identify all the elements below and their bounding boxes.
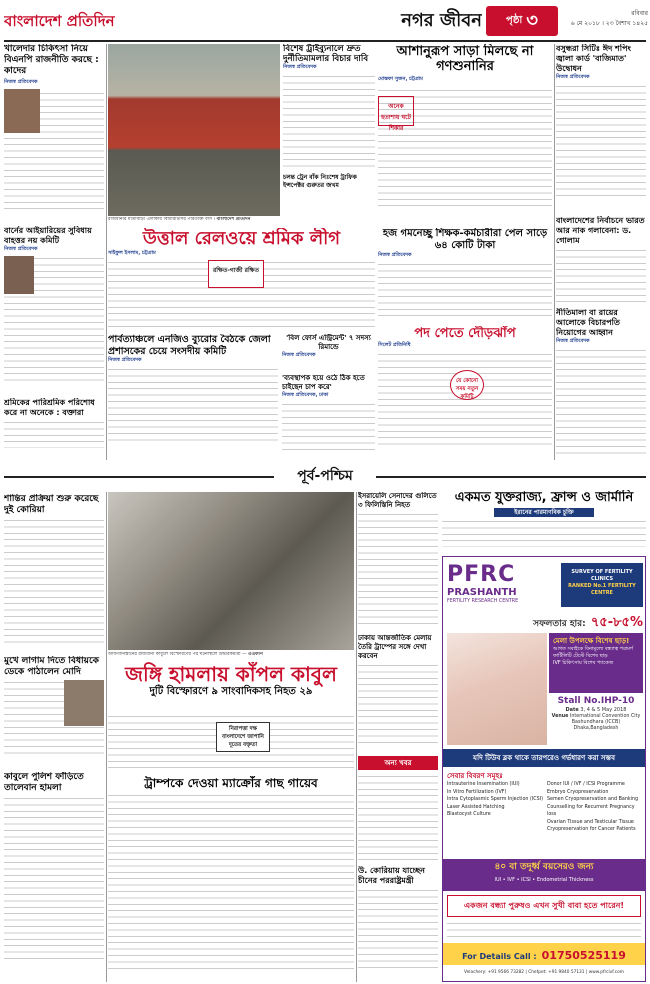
- headline-bill: 'বিল ফোর্স এন্ট্রিমেন্ট' ৭ সদস্য রিমান্ডে: [286, 334, 371, 351]
- ad-fair-point-1: আগত সবাইকে বিনামূল্যে বন্ধ্যাত্ব পরামর্শ: [553, 646, 633, 652]
- ad-stall-label: Stall No.IHP-10: [557, 696, 635, 706]
- headline-kabul: জঙ্গি হামলায় কাঁপল কাবুল: [125, 662, 337, 686]
- photo-caption-buses: রাজধানীর যাত্রাবাড়ী এলাকায় বিআরটিসির পরিত্যক্ত বাস । বাংলাদেশ প্রতিদিন: [108, 217, 251, 222]
- ad-fair-heading: মেলা উপলক্ষে বিশেষ ছাড়!: [553, 637, 630, 645]
- article-trump: [108, 776, 354, 982]
- onnokhobor: অন্য খবর: [358, 756, 438, 770]
- byline-shishu: নিজস্ব প্রতিবেদক: [4, 246, 38, 252]
- ad-photo-mother: [447, 633, 547, 745]
- ad-age-options: IUI • IVF • ICSI • Endometrial Thickness: [494, 877, 594, 883]
- headline-agreement: একমত যুক্তরাজ্য, ফ্রান্স ও জার্মানি: [454, 490, 634, 505]
- ad-blue-banner: যদি টিউব ব্লক থাকে তারপরেও গর্ভধারণ করা সম্ভব: [443, 749, 645, 767]
- divider-rule-right: [376, 476, 646, 478]
- ad-brand-short: PFRC: [447, 563, 516, 587]
- byline-hajj: নিজস্ব প্রতিবেদক: [378, 252, 412, 258]
- ad-fair-box: [549, 633, 643, 693]
- headline-dhaka: ঢাকায় আন্তর্জাতিক মেলায় তৈরি ট্রাম্পের সঙ্গে দেখা করবেন: [358, 634, 432, 660]
- article-khaleda: [4, 44, 104, 224]
- headline-badha: 'ব্যবস্থাপক হয়ে ওঠে ঠিক হতে চাইছেন চাপ করে': [282, 374, 365, 391]
- headline-bd-election: বাংলাদেশের নির্বাচনে ভারত আর নাক গলাবেনা: ড. গোলাম: [556, 216, 645, 245]
- ad-services-heading: সেবার বিবরণ সমূহঃ: [447, 772, 503, 780]
- col-sep-1: [106, 44, 107, 460]
- headline-korea: শান্তির প্রক্রিয়া শুরু করেছে দুই কোরিয়া: [4, 494, 99, 515]
- headline-taliban: কাবুলে পুলিশ ফাঁড়িতে তালেবান হামলা: [4, 772, 84, 793]
- headline-ashanurup: আশানুরূপ সাড়া মিলছে না গণশুনানির: [396, 44, 534, 74]
- article-sromik: [4, 398, 104, 458]
- ad-venue-label: Venue: [551, 714, 569, 719]
- ad-fair-point-2: ফার্টিলিটি টেস্টে বিশেষ ছাড়: [553, 653, 608, 659]
- photo-caption-kabul: আফগানিস্তানের রাজধানী কাবুলে বিস্ফোরণের পর ঘটনাস্থলে উদ্ধারকর্মীরা — এএফপি: [108, 652, 263, 657]
- article-dhaka: [358, 634, 438, 754]
- box-agreement: ইরানের পারমাণবিক চুক্তি: [494, 508, 594, 517]
- article-kabul: [108, 662, 354, 710]
- ad-stall: [549, 695, 643, 745]
- headline-traffic: চলন্ত ট্রেন বাঁক নিঃশেষ ট্রাফিক ইন্সপেক্টর গুরুতর জখম: [283, 174, 357, 189]
- ad-contact-label: For Details Call :: [462, 952, 537, 961]
- divider-rule-left: [4, 476, 274, 478]
- byline-padma: সিলেট প্রতিনিধি: [378, 342, 411, 348]
- photo-buses: [108, 44, 280, 216]
- page-label: পৃষ্ঠা: [506, 14, 523, 26]
- article-shikkha: [108, 334, 278, 460]
- onnokhobor-body: [358, 772, 438, 862]
- boxed-padma: যে কোনো সময় নতুন কমিটি: [450, 370, 484, 400]
- article-railway: [108, 228, 375, 332]
- byline-buses: নিজস্ব প্রতিবেদক: [283, 64, 317, 70]
- ad-date-label: Date: [565, 707, 579, 713]
- boxed-ashanurup: অনেক হতাশায় ঘটে শিকার: [378, 96, 414, 126]
- headline-shikkha: পার্বত্যাঞ্চলে এনজিও ব্যুরোর বৈঠকে জেলা প্রশাসকের চেয়ে সংসদীয় কমিটি: [108, 334, 271, 357]
- photo-person: [4, 256, 34, 294]
- ad-success: [447, 611, 643, 631]
- ad-hope-banner: একজন বন্ধ্যা পুরুষও এখন সুখী বাবা হতে পারেন!: [447, 895, 641, 917]
- headline-modi: মুখে লাগাম দিতে বিধায়কে ডেকে পাঠালেন মোদি: [4, 656, 99, 677]
- headline-vasundhara: বসুন্ধরা সিটিঃ ঈদ শপিং জ্বালা কার্ড 'বাজিমাত' উদ্বোধন: [556, 44, 631, 73]
- ad-footer-contacts: Velachery: +91 9566 73282 | Chetpet: +91 9840 57131 | www.pfrcivf.com: [464, 970, 624, 975]
- article-taliban: [4, 772, 104, 982]
- byline-railway: সাইফুল ইসলাম, চট্টগ্রাম: [108, 250, 156, 256]
- article-padma: [378, 326, 552, 460]
- ad-services-right: Donor IUI / IVF / ICSI Programme Embryo Cryopreservation Semen Cryopreservation and Banking Counselling for Recurrent Pregnancy loss Ovarian Tissue and Testicular Tissue Cryopreservation for Cancer Patients: [547, 782, 639, 832]
- byline-badha: নিজস্ব প্রতিবেদক, ঢাকা: [282, 392, 329, 398]
- headline-nitimala: নীতিমালা বা রায়ের আলোকে বিচারপতি নিয়োগের আহ্বান: [556, 308, 620, 337]
- date-line: ৬ মে ২০১৮ । ২৩ বৈশাখ ১৪২৫: [570, 20, 648, 27]
- article-israel: [358, 492, 438, 632]
- ad-success-label: সফলতার হার:: [533, 619, 586, 629]
- masthead-logo: বাংলাদেশ প্রতিদিন: [4, 12, 115, 30]
- byline-nitimala: নিজস্ব প্রতিবেদক: [556, 338, 590, 344]
- header-rule: [4, 40, 646, 42]
- ad-success-rate: ৭৫-৮৫%: [590, 615, 643, 630]
- byline-vasundhara: নিজস্ব প্রতিবেদক: [556, 74, 590, 80]
- ad-services: [447, 771, 643, 857]
- byline-shikkha: নিজস্ব প্রতিবেদক: [108, 357, 142, 363]
- byline-ashanurup: মোস্তফা সুজন, চট্টগ্রাম: [378, 76, 423, 82]
- photo-kabul: [108, 492, 354, 650]
- article-hajj: [378, 228, 552, 324]
- article-agreement: [442, 490, 646, 552]
- date-block: [562, 6, 648, 36]
- photo-kader: [4, 89, 40, 133]
- section-title: নগর জীবন: [401, 10, 482, 31]
- box-railway: রক্ষিত-গাজী রক্ষিত: [208, 260, 264, 288]
- headline-padma: পদ পেতে দৌড়ঝাঁপ: [414, 326, 516, 341]
- boxed-japan: নিরাপত্তা দক্ষ বাংলাদেশে জাপানি দূতের বক্তৃতা: [216, 722, 270, 752]
- ad-rank-badge: RANKED No.1 FERTILITY CENTRE: [568, 583, 636, 596]
- article-shishu: [4, 226, 104, 396]
- ad-pfrc: [442, 556, 646, 982]
- ad-age-title: ৪০ বা তদূর্ধ্ব বয়সেরও জন্য: [494, 862, 594, 872]
- headline-korea2: উ. কোরিয়ায় যাচ্ছেন চীনের পররাষ্ট্রমন্ত্রী: [358, 866, 425, 885]
- col-sep-2: [554, 44, 555, 460]
- photo-modi: [64, 680, 104, 726]
- article-nitimala: [556, 308, 646, 470]
- article-modi: [4, 656, 104, 768]
- col-sep-3: [106, 492, 107, 982]
- headline-israel: ইসরায়েলি সেনাদের গুলিতে ৩ ফিলিস্তিনি নিহত: [358, 492, 437, 509]
- masthead: [4, 4, 164, 38]
- subhead-kabul: দুটি বিস্ফোরণে ৯ সাংবাদিকসহ নিহত ২৯: [149, 686, 313, 697]
- headline-hajj: হজ গমনেচ্ছু শিক্ষক-কর্মচারীরা পেল সাড়ে ৬৪ কোটি টাকা: [382, 228, 548, 251]
- ad-survey-badge: SURVEY OF FERTILITY CLINICS: [571, 569, 633, 582]
- ad-contact-number: 01750525119: [541, 949, 626, 962]
- ad-date-value: 3, 4 & 5 May 2018: [580, 707, 627, 713]
- headline-khaleda: খালেদার চিকিৎসা নিয়ে বিএনপি রাজনীতি করছে : কাদের: [4, 44, 99, 76]
- article-korea: [4, 494, 104, 654]
- ad-venue-value: International Convention City Bashundhara (ICCB) Dhaka,Bangladesh: [569, 714, 641, 731]
- byline-bill: নিজস্ব প্রতিবেদক: [282, 352, 316, 358]
- ad-fair-point-3: IVF চিকিৎসায় বিশেষ প্যাকেজ: [553, 660, 614, 666]
- article-badha: [282, 374, 375, 460]
- byline-khaleda: নিজস্ব প্রতিবেদক: [4, 79, 38, 85]
- page-number: ৩: [526, 9, 538, 31]
- ad-brand-name: PRASHANTH: [447, 587, 517, 598]
- headline-railway: উত্তাল রেলওয়ে শ্রমিক লীগ: [142, 228, 341, 249]
- ad-brand-sub: FERTILITY RESEARCH CENTRE: [447, 599, 519, 604]
- ad-contact: [443, 943, 645, 965]
- article-vasundhara: [556, 44, 646, 214]
- ad-age-banner: [443, 859, 645, 891]
- headline-buses: বিশেষ ট্রাইব্যুনালে দ্রুত দুর্নীতিমামলার বিচার দাবি: [283, 44, 369, 64]
- ad-hope-body: [447, 919, 641, 939]
- headline-trump: ট্রাম্পকে দেওয়া ম্যাক্রোঁর গাছ গায়েব: [144, 776, 318, 790]
- headline-shishu: বার্নের আইয়ারিয়ের সুবিধায় বাহত্তর নয় কমিটি: [4, 226, 92, 245]
- col-sep-4: [356, 492, 357, 982]
- ad-brand: [447, 563, 557, 609]
- article-korea2: [358, 866, 438, 982]
- article-buses: [283, 44, 375, 224]
- ad-badge: [561, 563, 643, 607]
- article-ashanurup: [378, 44, 552, 226]
- divider-title: পূর্ব-পশ্চিম: [297, 468, 353, 484]
- article-bd-election: [556, 216, 646, 306]
- article-bill: [282, 334, 375, 372]
- weekday: রবিবার: [631, 10, 648, 17]
- ad-services-left: Intrauterine Insemination (IUI) In Vitro Fertilization (IVF) Intra Cytoplasmic Sperm Injection (ICSI) Laser Assisted Hatching Blastocyst Culture: [447, 782, 543, 817]
- headline-sromik: শ্রমিকের পারিশ্রমিক পরিশোধ করে না অনেকে : বক্তারা: [4, 398, 95, 417]
- page-badge: [486, 6, 558, 36]
